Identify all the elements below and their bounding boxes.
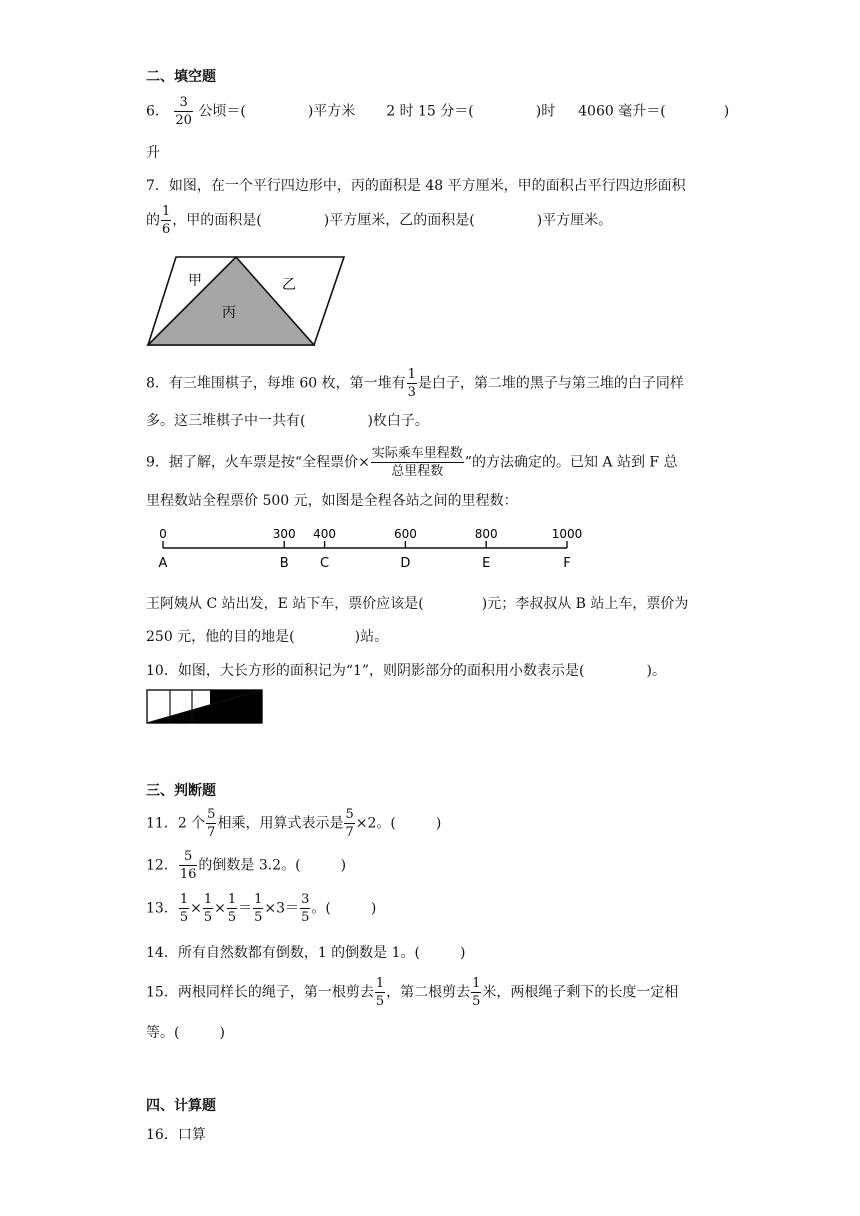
question-13 bbox=[146, 893, 376, 924]
q13-frac2-den: 5 bbox=[203, 910, 213, 925]
q13-frac3-num: 1 bbox=[227, 892, 237, 907]
q13-times-1: × bbox=[190, 900, 202, 917]
station-name-label: F bbox=[563, 556, 571, 571]
q6-text-f: ) bbox=[723, 103, 730, 120]
q6-text-c: 2 时 15 分＝( bbox=[386, 103, 474, 120]
q6-number: 6． bbox=[146, 103, 169, 120]
station-km-label: 600 bbox=[393, 527, 417, 541]
parallelogram-figure bbox=[146, 255, 348, 347]
q15-fraction-1 bbox=[375, 977, 385, 1008]
label-yi: 乙 bbox=[282, 277, 296, 293]
q7-fraction bbox=[161, 205, 171, 236]
section-heading-calculation: 四、计算题 bbox=[146, 1098, 216, 1114]
q12-text-c: ) bbox=[340, 857, 347, 874]
q7-line-1: 7．如图，在一个平行四边形中，丙的面积是 48 平方厘米，甲的面积占平行四边形面积 bbox=[146, 178, 686, 194]
q11-text-d: ) bbox=[435, 815, 442, 832]
question-14 bbox=[146, 942, 465, 962]
station-name-label: B bbox=[279, 556, 289, 571]
section-heading-true-false: 三、判断题 bbox=[146, 783, 216, 799]
station-km-label: 400 bbox=[313, 527, 337, 541]
station-km-label: 800 bbox=[474, 527, 498, 541]
q13-text-a: 13． bbox=[146, 900, 178, 917]
q13-frac-4 bbox=[253, 893, 263, 924]
station-km-label: 300 bbox=[272, 527, 296, 541]
q12-frac-num: 5 bbox=[179, 850, 198, 866]
q13-result-den: 5 bbox=[301, 910, 310, 925]
station-name-label: D bbox=[400, 556, 411, 571]
q10-text-b: )。 bbox=[646, 663, 666, 679]
q6-unit: 升 bbox=[146, 145, 160, 161]
q9-line-2: 里程数站全程票价 500 元，如图是全程各站之间的里程数： bbox=[146, 493, 518, 509]
q12-fraction bbox=[179, 850, 198, 881]
q8-frac-den: 3 bbox=[407, 385, 416, 400]
q15-text-a: 15．两根同样长的绳子，第一根剪去 bbox=[146, 984, 374, 1001]
q15-fraction-2 bbox=[471, 977, 481, 1008]
q9-text-f: )站。 bbox=[354, 629, 389, 645]
q13-times-2: × bbox=[214, 900, 226, 917]
q13-frac-1 bbox=[179, 893, 189, 924]
q13-text-b: 。( bbox=[311, 900, 331, 917]
q12-text-a: 12． bbox=[146, 857, 178, 874]
q11-text-b: 相乘，用算式表示是 bbox=[217, 815, 344, 832]
q7-text-c: )平方厘米，乙的面积是( bbox=[323, 212, 475, 229]
q12-text-b: 的倒数是 3.2。( bbox=[198, 857, 301, 874]
q12-frac-den: 16 bbox=[179, 867, 197, 882]
q8-text-b: 是白子，第二堆的黑子与第三堆的白子同样 bbox=[417, 375, 684, 392]
triangle-bing-shaded bbox=[148, 257, 314, 345]
q13-times-3: ×3＝ bbox=[264, 900, 300, 917]
station-name-label: E bbox=[482, 556, 491, 571]
q15-frac2-num: 1 bbox=[472, 976, 481, 991]
q13-frac-3 bbox=[227, 893, 237, 924]
q13-result-num: 3 bbox=[301, 892, 310, 907]
q7-line-2 bbox=[146, 205, 612, 236]
question-16: 16．口算 bbox=[146, 1127, 206, 1143]
q14-text-a: 14．所有自然数都有倒数，1 的倒数是 1。( bbox=[146, 945, 420, 961]
q15-text-d: 等。( bbox=[146, 1025, 180, 1041]
q11-frac2-den: 7 bbox=[345, 825, 354, 840]
q6-text-d: )时 bbox=[535, 103, 556, 120]
q13-equals: ＝ bbox=[238, 900, 253, 917]
q9-text-a: 9．据了解，火车票是按“全程票价× bbox=[146, 454, 370, 471]
q11-text-c: ×2。( bbox=[355, 815, 396, 832]
q9-text-c: 王阿姨从 C 站出发，E 站下车，票价应该是( bbox=[146, 596, 424, 612]
q9-text-e: 250 元，他的目的地是( bbox=[146, 629, 295, 645]
q9-fraction bbox=[371, 447, 464, 478]
q11-frac1-num: 5 bbox=[207, 807, 216, 822]
station-name-label: C bbox=[320, 556, 330, 571]
q13-frac1-num: 1 bbox=[179, 892, 189, 907]
question-11 bbox=[146, 808, 441, 839]
q15-line-2 bbox=[146, 1022, 225, 1042]
q13-frac4-den: 5 bbox=[254, 910, 263, 925]
question-12 bbox=[146, 850, 346, 881]
q15-line-1 bbox=[146, 977, 678, 1008]
q8-frac-num: 1 bbox=[407, 367, 416, 382]
shaded-block bbox=[210, 690, 262, 723]
q15-text-e: ) bbox=[219, 1025, 225, 1041]
q8-text-a: 8．有三堆围棋子，每堆 60 枚，第一堆有 bbox=[146, 375, 406, 392]
q8-line-2 bbox=[146, 410, 429, 430]
q9-text-d: )元；李叔叔从 B 站上车，票价为 bbox=[481, 596, 689, 612]
station-name-label: A bbox=[158, 556, 168, 571]
q13-text-c: ) bbox=[370, 900, 377, 917]
q11-text-a: 11．2 个 bbox=[146, 815, 206, 832]
q8-text-c: 多。这三堆棋子中一共有( bbox=[146, 413, 306, 429]
station-km-label: 0 bbox=[159, 527, 167, 541]
q13-frac-2 bbox=[203, 893, 213, 924]
q7-text-a: 的 bbox=[146, 212, 160, 229]
q9-frac-den: 总里程数 bbox=[391, 464, 444, 479]
q6-text-b: )平方米 bbox=[307, 103, 356, 120]
q9-frac-num: 实际乘车里程数 bbox=[371, 446, 463, 461]
q6-frac-den: 20 bbox=[175, 113, 192, 128]
q15-frac1-den: 5 bbox=[375, 994, 385, 1009]
q13-frac3-den: 5 bbox=[227, 910, 237, 925]
q15-frac1-num: 1 bbox=[375, 976, 385, 991]
q7-text-b: ，甲的面积是( bbox=[172, 212, 262, 229]
q6-fraction bbox=[174, 96, 193, 127]
section-heading-fill-in: 二、填空题 bbox=[146, 69, 216, 85]
q13-frac2-num: 1 bbox=[203, 892, 213, 907]
q11-frac1-den: 7 bbox=[207, 825, 216, 840]
q13-frac4-num: 1 bbox=[254, 892, 263, 907]
q9-line-1 bbox=[146, 447, 678, 478]
q10-text-a: 10．如图，大长方形的面积记为“1”，则阴影部分的面积用小数表示是( bbox=[146, 663, 585, 679]
q9-line-3 bbox=[146, 593, 688, 613]
q15-text-c: 米，两根绳子剩下的长度一定相 bbox=[482, 984, 679, 1001]
q15-text-b: ，第二根剪去 bbox=[386, 984, 471, 1001]
q9-line-4 bbox=[146, 626, 388, 646]
q11-fraction-2 bbox=[344, 808, 354, 839]
q11-fraction-1 bbox=[206, 808, 216, 839]
station-km-label: 1000 bbox=[551, 527, 583, 541]
q6-frac-num: 3 bbox=[174, 96, 193, 112]
q8-text-d: )枚白子。 bbox=[367, 413, 429, 429]
q6-text-a: 公顷＝( bbox=[198, 103, 246, 120]
label-bing: 丙 bbox=[222, 305, 236, 321]
q7-text-d: )平方厘米。 bbox=[536, 212, 613, 229]
q13-frac1-den: 5 bbox=[179, 910, 189, 925]
q11-frac2-num: 5 bbox=[345, 807, 354, 822]
q14-text-b: ) bbox=[460, 945, 466, 961]
q10-line-1 bbox=[146, 660, 666, 680]
q9-text-b: ”的方法确定的。已知 A 站到 F 总 bbox=[464, 454, 678, 471]
q7-frac-num: 1 bbox=[162, 204, 171, 219]
question-6 bbox=[146, 96, 729, 127]
q15-frac2-den: 5 bbox=[472, 994, 481, 1009]
q8-line-1 bbox=[146, 368, 684, 399]
station-distance-line bbox=[140, 522, 600, 574]
q13-frac-result bbox=[300, 893, 310, 924]
q6-text-e: 4060 毫升＝( bbox=[578, 103, 666, 120]
q7-frac-den: 6 bbox=[162, 222, 171, 237]
q8-fraction bbox=[407, 368, 417, 399]
rectangle-figure bbox=[146, 689, 264, 725]
label-jia: 甲 bbox=[188, 273, 202, 289]
